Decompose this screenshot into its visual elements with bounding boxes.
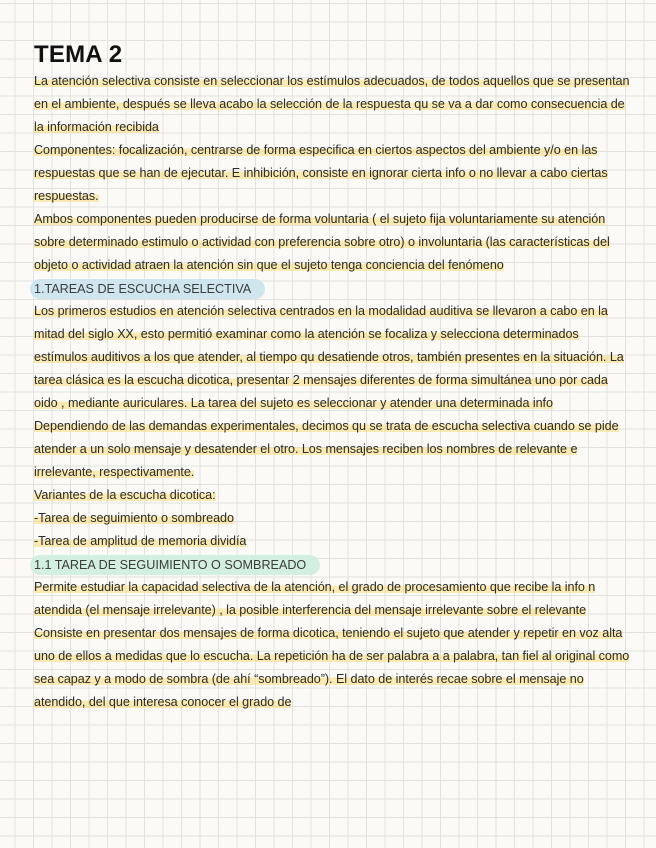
paragraph-text: Variantes de la escucha dicotica: (34, 488, 216, 502)
list-item (34, 530, 634, 553)
section-heading-row (34, 553, 634, 576)
paragraph-text: Ambos componentes pueden producirse de forma voluntaria ( el sujeto fija voluntariamente su atención sobre determinado estimulo o actividad con preferencia sobre otro) o involuntaria (las características del objeto o actividad atraen la atención sin que el sujeto tenga conciencia del fenómeno (34, 212, 610, 272)
paragraph-demands (34, 415, 634, 484)
paragraph-definition (34, 70, 634, 139)
paragraph-procedure (34, 622, 634, 714)
note-page (34, 40, 634, 714)
list-item (34, 507, 634, 530)
paragraph-voluntary (34, 208, 634, 277)
page-title: TEMA 2 (34, 41, 123, 68)
paragraph-text: Permite estudiar la capacidad selectiva de la atención, el grado de procesamiento que recibe la info n atendida (el mensaje irrelevante) , la posible interferencia del mensaje irrelevante sobre el relevante (34, 580, 596, 617)
paragraph-text: Componentes: focalización, centrarse de forma especifica en ciertos aspectos del ambiente y/o en las respuestas que se han de ejecutar. E inhibición, consiste en ignorar cierta info o no llevar a cabo ciertas respuestas. (34, 143, 608, 203)
section-heading-row (34, 277, 634, 300)
paragraph-text: Dependiendo de las demandas experimentales, decimos qu se trata de escucha selectiva cuando se pide atender a un solo mensaje y desatender el otro. Los mensajes reciben los nombres de relevante e irrelevante, respectivamente. (34, 419, 619, 479)
section-heading-1-1: 1.1 TAREA DE SEGUIMIENTO O SOMBREADO (30, 555, 320, 575)
paragraph-text: La atención selectiva consiste en seleccionar los estímulos adecuados, de todos aquellos que se presentan en el ambiente, después se lleva acabo la selección de la respuesta qu se va a dar como consecuencia de la información recibida (34, 74, 630, 134)
paragraph-first-studies (34, 300, 634, 415)
paragraph-text: Los primeros estudios en atención selectiva centrados en la modalidad auditiva se llevaron a cabo en la mitad del siglo XX, esto permitió examinar como la atención se focaliza y selecciona determinados estímulos auditivos a los que atender, al tiempo qu desatiende otros, también presentes en la situación. La tarea clásica es la escucha dicotica, presentar 2 mensajes diferentes de forma simultánea uno por cada oido , mediante auriculares. La tarea del sujeto es seleccionar y atender una determinada info (34, 304, 624, 410)
paragraph-purpose (34, 576, 634, 622)
list-item-text: -Tarea de amplitud de memoria dividía (34, 534, 247, 548)
paragraph-text: Consiste en presentar dos mensajes de forma dicotica, teniendo el sujeto que atender y repetir en voz alta uno de ellos a medidas que lo escucha. La repetición ha de ser palabra a a palabra, tan fiel al original como sea capaz y a modo de sombra (de ahí “sombreado”). El dato de interés recae sobre el mensaje no atendido, del que interesa conocer el grado de (34, 626, 630, 709)
paragraph-components (34, 139, 634, 208)
list-item-text: -Tarea de seguimiento o sombreado (34, 511, 234, 525)
paragraph-variants (34, 484, 634, 507)
section-heading-1: 1.TAREAS DE ESCUCHA SELECTIVA (30, 279, 265, 299)
